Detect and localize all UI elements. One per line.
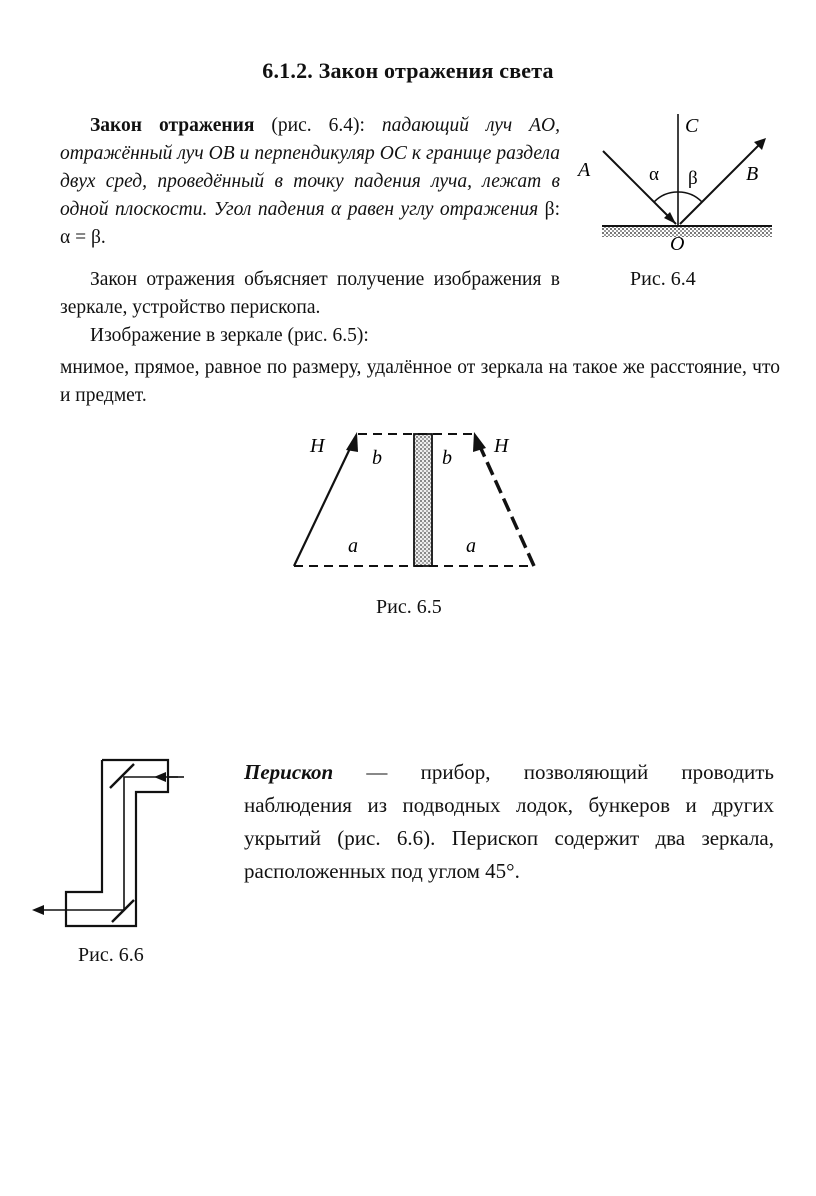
object-arrow xyxy=(294,440,354,566)
label-h-right: H xyxy=(494,435,509,457)
arrow-out xyxy=(32,905,44,915)
incident-ray-ao xyxy=(603,151,676,224)
label-b-left: b xyxy=(372,447,382,469)
label-b-fig64: B xyxy=(746,163,759,185)
periscope-tube xyxy=(66,760,168,926)
label-alpha: α xyxy=(649,164,659,185)
label-c-fig64: C xyxy=(685,115,699,137)
label-h-left: H xyxy=(310,435,325,457)
periscope-paragraph xyxy=(244,756,774,888)
image-arrow xyxy=(478,442,534,566)
periscope-light-path xyxy=(36,777,178,910)
law-paragraph xyxy=(60,112,560,252)
caption-fig-6-4: Рис. 6.4 xyxy=(630,268,696,290)
periscope-text: — прибор, позволяющий проводить наблюдения из подводных лодок, бункеров и других укрытий (рис. 6.6). Перископ содержит два зеркала, расположенных под углом 45°. xyxy=(244,760,774,883)
periscope-term: Перископ xyxy=(244,760,334,784)
section-title: 6.1.2. Закон отражения света xyxy=(262,58,554,83)
arrow-in xyxy=(154,772,166,782)
explains-paragraph: Закон отражения объясняет получение изображения в зеркале, устройство перископа. xyxy=(60,269,560,318)
figure-6-5 xyxy=(280,420,560,580)
mirror-image-text: мнимое, прямое, равное по размеру, удалённое от зеркала на такое же расстояние, что и предмет. xyxy=(60,357,780,406)
label-beta: β xyxy=(688,168,698,189)
reflecting-surface xyxy=(602,226,772,237)
law-term: Закон отражения xyxy=(90,115,255,136)
angle-arc-beta xyxy=(678,192,702,202)
caption-fig-6-6: Рис. 6.6 xyxy=(78,944,144,966)
mirror-image-intro: Изображение в зеркале (рис. 6.5): xyxy=(90,325,369,346)
law-formula-beta: β xyxy=(544,199,555,220)
label-b-right: b xyxy=(442,447,452,469)
label-a-fig64: A xyxy=(578,159,591,181)
law-ref: (рис. 6.4): xyxy=(254,115,382,136)
label-o-fig64: O xyxy=(670,233,685,255)
label-a-left: a xyxy=(348,535,358,557)
bottom-mirror xyxy=(112,900,134,922)
caption-fig-6-5: Рис. 6.5 xyxy=(376,596,442,618)
label-a-right: a xyxy=(466,535,476,557)
mirror xyxy=(414,434,432,566)
figure-6-6 xyxy=(28,752,193,937)
law-formula: : α = β. xyxy=(60,199,560,248)
angle-arc-alpha xyxy=(654,192,678,202)
law-statement: падающий луч AO, отражённый луч OB и перпендикуляр OC к границе раздела двух сред, проведённый в точку падения луча, лежат в одной плоскости. Угол падения α равен углу отражения xyxy=(60,115,561,220)
top-mirror xyxy=(110,764,134,788)
